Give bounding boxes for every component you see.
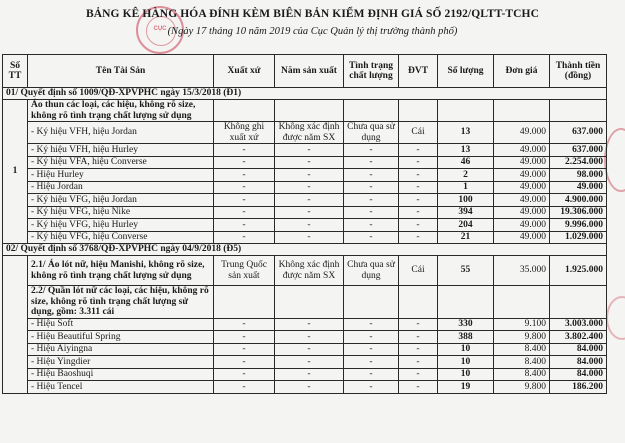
table-cell: -: [399, 356, 438, 369]
table-row: [3, 256, 607, 286]
table-cell: -: [275, 318, 344, 331]
table-cell: - Hiệu Beautiful Spring: [28, 331, 214, 344]
table-cell: - Hiệu Jordan: [28, 181, 214, 194]
table-cell: -: [275, 169, 344, 182]
side-stamp-mark: [604, 128, 625, 192]
table-cell: - Ký hiệu VFG, hiệu Hurley: [28, 219, 214, 232]
table-cell: 388: [438, 331, 494, 344]
table-row: [3, 144, 607, 157]
table-cell: -: [399, 331, 438, 344]
table-cell: -: [275, 343, 344, 356]
table-cell: 46: [438, 156, 494, 169]
table-row: [3, 181, 607, 194]
table-row: [3, 356, 607, 369]
table-cell: -: [275, 194, 344, 207]
table-cell: [438, 286, 494, 319]
table-row: [3, 194, 607, 207]
table-cell: -: [399, 169, 438, 182]
table-cell: 637.000: [550, 144, 607, 157]
table-cell: [399, 286, 438, 319]
table-cell: Cái: [399, 256, 438, 286]
table-row: [3, 343, 607, 356]
table-cell: [344, 100, 399, 122]
table-cell: -: [214, 231, 275, 244]
table-cell: -: [214, 356, 275, 369]
table-cell: 8.400: [494, 368, 550, 381]
table-cell: -: [344, 194, 399, 207]
table-cell: 2: [438, 169, 494, 182]
table-cell: -: [275, 144, 344, 157]
table-cell: -: [344, 231, 399, 244]
table-cell: 394: [438, 206, 494, 219]
table-cell: -: [399, 381, 438, 394]
table-cell: -: [344, 381, 399, 394]
table-cell: 2.254.000: [550, 156, 607, 169]
table-cell: -: [399, 343, 438, 356]
table-cell: 49.000: [494, 156, 550, 169]
table-cell: 1.925.000: [550, 256, 607, 286]
table-cell: -: [344, 156, 399, 169]
official-stamp: CỤC: [136, 6, 184, 54]
table-cell: 02/ Quyết định số 3768/QĐ-XPVPHC ngày 04/9/2018 (Đ5): [3, 244, 607, 256]
table-cell: 9.996.000: [550, 219, 607, 232]
table-cell: -: [399, 318, 438, 331]
table-cell: -: [214, 318, 275, 331]
table-cell: -: [344, 368, 399, 381]
group-row: [3, 100, 607, 122]
table-cell: - Ký hiệu VFG, hiệu Nike: [28, 206, 214, 219]
table-cell: -: [275, 231, 344, 244]
table-cell: - Hiệu Baoshuqi: [28, 368, 214, 381]
table-cell: Trung Quốc sản xuất: [214, 256, 275, 286]
table-cell: -: [344, 331, 399, 344]
col-header: Thành tiền (đồng): [550, 55, 607, 88]
col-header: Xuất xứ: [214, 55, 275, 88]
table-row: [3, 318, 607, 331]
table-cell: -: [399, 206, 438, 219]
table-cell: -: [399, 194, 438, 207]
table-row: [3, 231, 607, 244]
col-header: Tên Tài Sản: [28, 55, 214, 88]
table-cell: -: [275, 331, 344, 344]
table-cell: Chưa qua sử dụng: [344, 122, 399, 144]
table-cell: 19.306.000: [550, 206, 607, 219]
table-cell: 98.000: [550, 169, 607, 182]
table-row: [3, 206, 607, 219]
table-cell: 3.802.400: [550, 331, 607, 344]
table-cell: 84.000: [550, 343, 607, 356]
table-cell: Áo thun các loại, các hiệu, không rõ size, không rõ tình trạng chất lượng sử dụng: [28, 100, 214, 122]
table-cell: 49.000: [494, 219, 550, 232]
table-cell: -: [399, 368, 438, 381]
table-cell: [214, 286, 275, 319]
table-cell: -: [214, 194, 275, 207]
table-row: [3, 368, 607, 381]
table-cell: [275, 286, 344, 319]
table-cell: 35.000: [494, 256, 550, 286]
table-cell: Không ghi xuất xứ: [214, 122, 275, 144]
table-cell: -: [344, 318, 399, 331]
table-cell: -: [275, 206, 344, 219]
col-header: Đơn giá: [494, 55, 550, 88]
table-cell: -: [275, 219, 344, 232]
table-cell: 49.000: [494, 181, 550, 194]
table-cell: 2.2/ Quần lót nữ các loại, các hiệu, không rõ size, không rõ tình trạng chất lượng sử dụng, gồm: 3.311 cái: [28, 286, 214, 319]
table-cell: 55: [438, 256, 494, 286]
col-header: Số TT: [3, 55, 28, 88]
table-cell: 1: [438, 181, 494, 194]
stt-cell: 1: [3, 100, 28, 244]
table-cell: -: [399, 231, 438, 244]
table-cell: 49.000: [494, 206, 550, 219]
table-cell: -: [275, 381, 344, 394]
table-cell: 84.000: [550, 368, 607, 381]
table-cell: -: [275, 156, 344, 169]
table-cell: 3.003.000: [550, 318, 607, 331]
document-subtitle: (Ngày 17 tháng 10 năm 2019 của Cục Quản lý thị trường thành phố): [167, 26, 458, 37]
table-cell: -: [214, 381, 275, 394]
table-cell: 4.900.000: [550, 194, 607, 207]
table-cell: [550, 100, 607, 122]
table-cell: Chưa qua sử dụng: [344, 256, 399, 286]
table-cell: 49.000: [494, 144, 550, 157]
col-header: Năm sản xuất: [275, 55, 344, 88]
table-cell: - Ký hiệu VFG, hiệu Converse: [28, 231, 214, 244]
group-row: [3, 286, 607, 319]
table-row: [3, 156, 607, 169]
table-cell: 84.000: [550, 356, 607, 369]
table-cell: 13: [438, 144, 494, 157]
asset-table: [2, 54, 607, 394]
table-header-row: [3, 55, 607, 88]
table-cell: [550, 286, 607, 319]
table-cell: [399, 100, 438, 122]
table-cell: -: [214, 368, 275, 381]
table-cell: 10: [438, 368, 494, 381]
table-cell: 100: [438, 194, 494, 207]
table-cell: 9.100: [494, 318, 550, 331]
table-cell: - Ký hiệu VFG, hiệu Jordan: [28, 194, 214, 207]
table-cell: -: [344, 144, 399, 157]
table-cell: - Hiệu Aiyingna: [28, 343, 214, 356]
table-cell: Không xác định được năm SX: [275, 256, 344, 286]
col-header: ĐVT: [399, 55, 438, 88]
table-cell: -: [344, 206, 399, 219]
table-cell: 1.029.000: [550, 231, 607, 244]
table-cell: - Hiệu Tencel: [28, 381, 214, 394]
table-cell: -: [214, 144, 275, 157]
table-cell: - Hiệu Hurley: [28, 169, 214, 182]
table-row: [3, 331, 607, 344]
table-cell: - Ký hiệu VFH, hiệu Jordan: [28, 122, 214, 144]
table-cell: -: [214, 169, 275, 182]
table-cell: Cái: [399, 122, 438, 144]
table-cell: 01/ Quyết định số 1009/QĐ-XPVPHC ngày 15/3/2018 (Đ1): [3, 88, 607, 100]
table-cell: 49.000: [494, 169, 550, 182]
table-row: [3, 219, 607, 232]
table-cell: 10: [438, 343, 494, 356]
table-cell: -: [344, 343, 399, 356]
table-cell: -: [344, 181, 399, 194]
table-row: [3, 122, 607, 144]
table-cell: [344, 286, 399, 319]
table-cell: [275, 100, 344, 122]
table-cell: 204: [438, 219, 494, 232]
table-cell: -: [399, 156, 438, 169]
table-row: [3, 381, 607, 394]
table-cell: 13: [438, 122, 494, 144]
table-cell: -: [399, 219, 438, 232]
table-cell: 10: [438, 356, 494, 369]
table-cell: -: [214, 219, 275, 232]
table-cell: 49.000: [494, 231, 550, 244]
table-cell: -: [214, 331, 275, 344]
col-header: Tình trạng chất lượng: [344, 55, 399, 88]
table-cell: -: [275, 356, 344, 369]
document-title: BẢNG KÊ HÀNG HÓA ĐÍNH KÈM BIÊN BẢN KIỂM ĐỊNH GIÁ SỐ 2192/QLTT-TCHC: [85, 8, 540, 20]
table-cell: -: [214, 181, 275, 194]
section-heading-row: [3, 244, 607, 256]
table-cell: 8.400: [494, 343, 550, 356]
table-cell: 330: [438, 318, 494, 331]
table-cell: -: [214, 343, 275, 356]
table-cell: [494, 286, 550, 319]
table-cell: -: [399, 144, 438, 157]
table-cell: 2.1/ Áo lót nữ, hiệu Manishi, không rõ size, không rõ tình trạng chất lượng sử dụng: [28, 256, 214, 286]
table-row: [3, 169, 607, 182]
section-heading-row: [3, 88, 607, 100]
table-cell: Không xác định được năm SX: [275, 122, 344, 144]
table-cell: -: [344, 169, 399, 182]
table-cell: - Ký hiệu VFA, hiệu Converse: [28, 156, 214, 169]
table-cell: 8.400: [494, 356, 550, 369]
table-cell: - Hiệu Yingdier: [28, 356, 214, 369]
table-cell: - Ký hiệu VFH, hiệu Hurley: [28, 144, 214, 157]
table-cell: -: [214, 156, 275, 169]
table-cell: 49.000: [494, 122, 550, 144]
table-cell: -: [344, 219, 399, 232]
table-cell: -: [214, 206, 275, 219]
table-cell: 19: [438, 381, 494, 394]
side-stamp-mark-lower: [606, 296, 625, 340]
table-cell: [3, 256, 28, 394]
table-cell: - Hiệu Soft: [28, 318, 214, 331]
table-cell: -: [344, 356, 399, 369]
table-cell: 637.000: [550, 122, 607, 144]
table-cell: 49.000: [550, 181, 607, 194]
table-cell: 9.800: [494, 381, 550, 394]
col-header: Số lượng: [438, 55, 494, 88]
table-cell: 186.200: [550, 381, 607, 394]
table-cell: [214, 100, 275, 122]
table-cell: -: [399, 181, 438, 194]
table-cell: 21: [438, 231, 494, 244]
table-cell: [494, 100, 550, 122]
table-cell: 49.000: [494, 194, 550, 207]
table-cell: -: [275, 181, 344, 194]
table-cell: 9.800: [494, 331, 550, 344]
table-cell: [438, 100, 494, 122]
table-cell: -: [275, 368, 344, 381]
